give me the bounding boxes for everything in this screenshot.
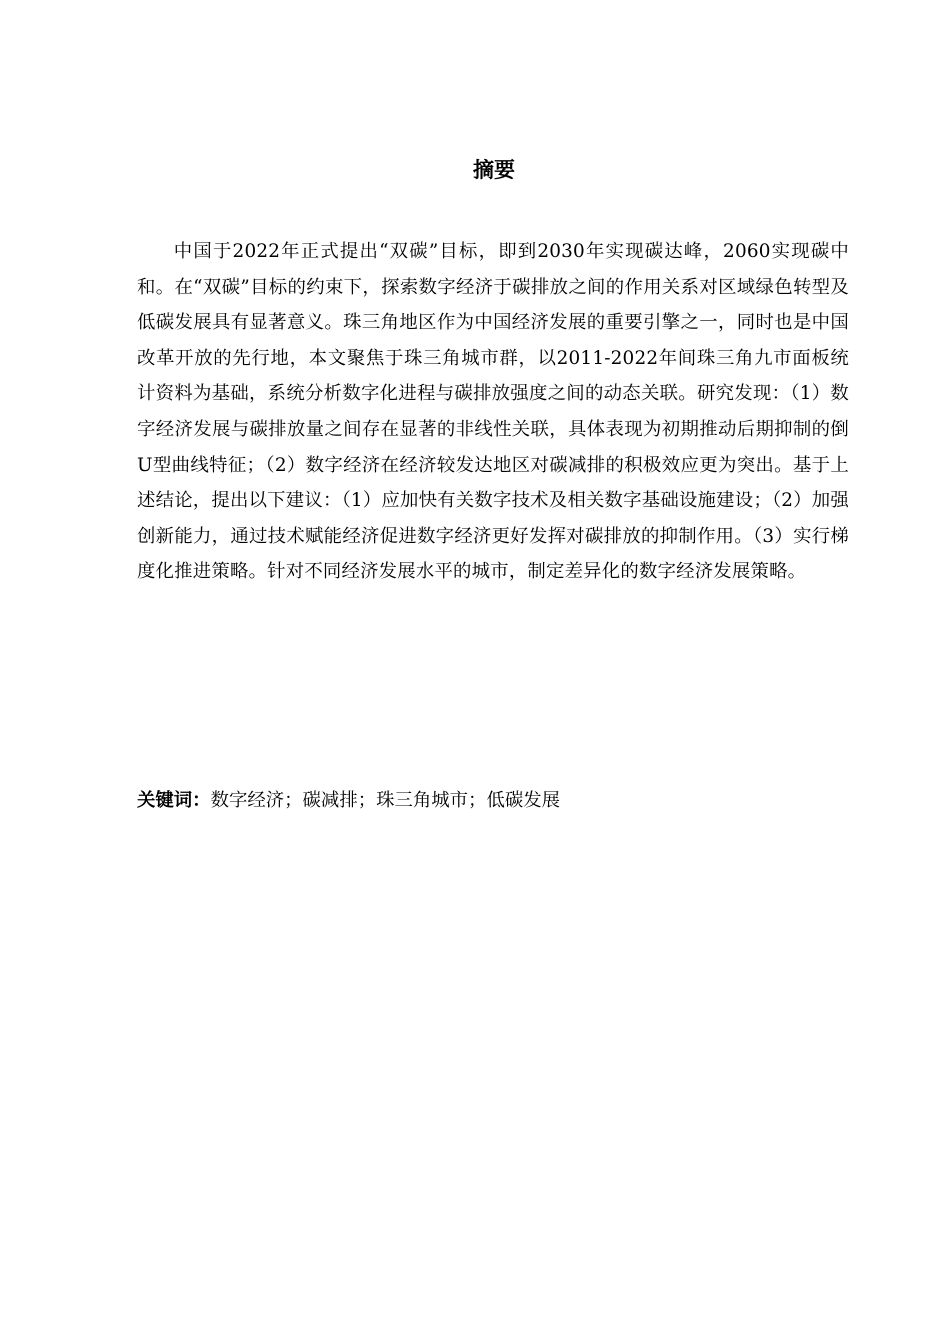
page-title: 摘要 xyxy=(473,158,515,182)
keywords-line xyxy=(137,783,849,819)
abstract-paragraph: 中国于2022年正式提出“双碳”目标，即到2030年实现碳达峰，2060实现碳中和。在“双碳”目标的约束下，探索数字经济于碳排放之间的作用关系对区域绿色转型及低碳发展具有显著意义。珠三角地区作为中国经济发展的重要引擎之一，同时也是中国改革开放的先行地，本文聚焦于珠三角城市群，以2011-2022年间珠三角九市面板统计资料为基础，系统分析数字化进程与碳排放强度之间的动态关联。研究发现：（1）数字经济发展与碳排放量之间存在显著的非线性关联，具体表现为初期推动后期抑制的倒U型曲线特征；（2）数字经济在经济较发达地区对碳减排的积极效应更为突出。基于上述结论，提出以下建议：（1）应加快有关数字技术及相关数字基础设施建设；（2）加强创新能力，通过技术赋能经济促进数字经济更好发挥对碳排放的抑制作用。（3）实行梯度化推进策略。针对不同经济发展水平的城市，制定差异化的数字经济发展策略。 xyxy=(137,241,849,583)
keywords-label: 关键词： xyxy=(137,790,211,811)
keywords-list: 数字经济；碳减排；珠三角城市；低碳发展 xyxy=(210,790,561,811)
